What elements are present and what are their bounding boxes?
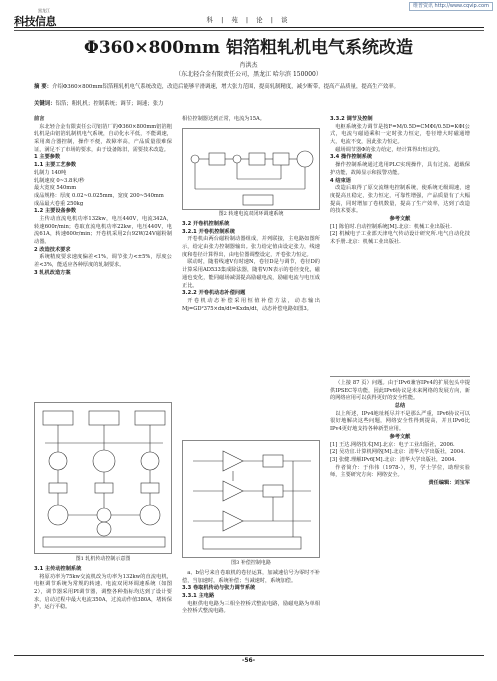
param-item: 成品最大卷重 250kg — [34, 200, 84, 207]
col2-top-text: 相位控制器达到正常，电流为15A。 — [182, 116, 265, 122]
figure-3-caption: 图3 补偿控制电路 — [231, 560, 271, 566]
keywords-text: 铝箔；粗轧机；控制系统；调节；调速；张力 — [55, 101, 164, 107]
abstract — [34, 83, 464, 91]
column-1 — [34, 116, 172, 277]
header-rule-thick — [14, 27, 484, 28]
col3-text-4: 改造后取得了原交流继电控制系统，使系统无级调速，速度提高且稳定，张力恒定，可靠性增强，产品质量有了大幅提高，同时增加了卷机数量，提高了生产效率，达到了改造的技术要求。 — [330, 185, 470, 215]
reference-item: [2] 机械电子工业部天津电气传动设计研究所.电气自动化技术手册.北京：机械工业出版社. — [330, 231, 470, 245]
summary-text: 以上所述，IPv4地址耗尽并不是那么严重，IPv6协议可以很好地解决这些问题，网络安全性得到提高，并且IPv6比IPv4更好地支持各种新型应用。 — [330, 410, 470, 433]
figure-3-diagram — [183, 441, 321, 559]
col2-text-2: 联动时，随着线速V有时速N，卷径D是与调节，卷径D的计算采用AD533集成除法器，随着V/N表示的卷径变化，磁通也变化，能同磁场减弱提高励磁电流，励磁电流与电压成正比。 — [182, 259, 320, 289]
reference-item: [1] 陈伯时.自动控制系统[M].北京：机械工业出版社. — [330, 223, 452, 230]
heading-4: 4 结束语 — [330, 177, 351, 184]
col2-text-1: 开卷机由两台磁粉制动器组成，并列联接，主电路如图所示，给定由张力控制器输出。张力给定值由设定张力，线速度和卷径计算得出，由电位器调整设定，开卷张力恒定。 — [182, 236, 320, 258]
logo-big-text: 科技信息 — [14, 14, 56, 28]
paper-title: Φ360×800mm 铝箔粗轧机电气系统改造 — [84, 38, 413, 58]
author-note: 作者简介：于伟伟（1978-），男，学士学位，助理实验师，主要研究方向：网络安全。 — [330, 464, 470, 479]
continued-text: （上接 87 页）问题。由于IPv6兼容IPv4的扩展包头中提供IPSEC等功能，因此IPv6协议是未来网络的发展方向，新的网络应用可以获得更好的安全性能。 — [330, 380, 470, 402]
col2-text-5: 电枢供电电路为三相全控桥式整流电路，励磁电路为单相全控桥式整流电路。 — [182, 600, 320, 615]
intro-text: 东北轻合金有限责任公司铝箔厂的Φ360×800mm铝箔粗轧机是由铝箔轧制机电气系统，自动化水平低，不能调速，采用离合器控制，操作不便，故障率高，产品质量很难保证，满足不了市场的要求，由于设备陈旧，需要技术改造。 — [34, 123, 172, 153]
reference-item: [2] 吴功宜.计算机网络[M].北京：清华大学出版社，2004. — [330, 449, 466, 456]
param-item: 成品规格：厚度 0.02~0.025mm，宽度 200~540mm — [34, 192, 164, 199]
abstract-label: 摘 要： — [34, 84, 53, 90]
keywords-label: 关键词： — [34, 101, 56, 107]
watermark: 维普资讯 http://www.cqvip.com — [409, 2, 493, 11]
intro-heading: 前言 — [34, 116, 45, 122]
section-tag: 科 | 苑 | 论 | 谈 — [206, 16, 291, 24]
abstract-text: 介绍Φ360×800mm铝箔粗轧机电气系统改造，改造后能够平滑调速，增大张力范围，提高轧制精度，减少断带，提高产品质量，提高生产效率。 — [52, 84, 400, 90]
column-3 — [330, 116, 470, 247]
figure-1-caption: 图1 轧机传动控制示意图 — [75, 556, 131, 562]
param-item: 最大宽度 540mm — [34, 185, 77, 192]
figure-2-caption: 图2 转速电流双闭环调速系统 — [218, 211, 284, 217]
heading-2: 2 改造技术要求 — [34, 246, 71, 253]
figure-1 — [34, 402, 172, 554]
column-2-top — [182, 116, 320, 124]
header-rule-thin — [14, 30, 484, 31]
figure-2-diagram — [183, 129, 321, 211]
main-drive-text: 将原功率为75kw交流机改为功率为132kw的直流电机，电枢调节系统为常规的转速、电流双闭环调速系统（如图2），调节器采用PI调节器，调整各种指标均达到了设计要求，启动过程中最大电流350A，过流动作值380A，堵转保护，运行平稳。 — [34, 573, 172, 611]
heading-3-2-2: 3.2.2 开卷机动态补偿问题 — [182, 290, 246, 297]
col3-text-2: 磁场调节器Φ的张力给定，经计算得出恒定的。 — [335, 146, 444, 153]
keywords — [34, 101, 464, 109]
heading-1: 1 主要参数 — [34, 154, 61, 161]
heading-3: 3 轧机改造方案 — [34, 269, 71, 276]
col2-text-4: a、b信号来自卷取机的卷径运算，加减速信号为零时不补偿，当加速时，系统补偿；当减速时，系统加偿。 — [182, 570, 320, 584]
heading-3-1: 3.1 主传动控制系统 — [34, 566, 82, 572]
summary-heading: 总结 — [394, 403, 406, 410]
column-2 — [182, 221, 320, 313]
figure-2 — [182, 128, 320, 210]
heading-3-2: 3.2 开卷机控制系统 — [182, 221, 230, 227]
col3-text-3: 操作控制系统通过选用PLC实现操作，具有过流、超载保护功能，故障显示和报警功能。 — [330, 162, 470, 176]
references-2-heading: 参考文献 — [389, 433, 411, 440]
col3-text-1: 电枢系统张力调节是按F=M/0.5D=CMΦI/0.5D=KΦI公式，电流与磁通乘积一定时张力恒定，卷径增大时磁通增大，电流不变，因此张力恒定。 — [330, 123, 470, 146]
figure-3 — [182, 440, 320, 558]
figure-1-diagram — [35, 403, 173, 555]
page-number: -56- — [241, 657, 256, 664]
heading-3-3: 3.3 卷取机传动与张力调节系统 — [182, 585, 256, 592]
param-item: 轧制力 140吨 — [34, 169, 67, 176]
heading-1-1: 1.1 主要工艺参数 — [34, 162, 77, 169]
heading-3-4: 3.4 操作控制系统 — [330, 154, 373, 161]
footer-rule — [14, 655, 484, 656]
equipment-text: 主传动直流电机功率132kw，电压440V，电流342A，转速600r/min；卷取直流电机功率22kw，电压440V，电流61A，转速600r/min；开卷机采用2台92W/24V磁粉制动器。 — [34, 215, 172, 245]
editor-note: 责任编辑：刘宝军 — [428, 479, 470, 486]
param-item: 轧制速度 0~3.8米/秒 — [34, 177, 85, 184]
reference-item: [3] 张健.理解IPv6[M].北京：清华大学出版社，2004. — [330, 456, 457, 463]
divider-rule — [330, 376, 470, 377]
author: 肖洪杰 — [239, 62, 258, 69]
column-3-continued — [330, 380, 470, 488]
heading-1-2: 1.2 主要设备参数 — [34, 208, 77, 215]
requirements-text: 系统精度要求速度偏差<1%，调节张力<±5%，厚度公差<3%，能适应各种厚度的轧制要求。 — [34, 254, 172, 269]
affiliation: （东北轻合金有限责任公司，黑龙江 哈尔滨 150000） — [175, 71, 322, 78]
logo-small-text: 黑龙江 — [38, 8, 50, 13]
references-heading: 参考文献 — [389, 215, 411, 222]
col2-text-3: 开卷机动态补偿采用恒值补偿方法，动态输出Mj=GD²375×dn/dt=Kxdn/dt，动态补偿电路如图3。 — [182, 297, 320, 312]
column-1-bottom — [34, 566, 172, 612]
heading-3-3-1: 3.3.1 主电路 — [182, 593, 215, 600]
column-2-bottom — [182, 570, 320, 616]
heading-3-2-1: 3.2.1 开卷机控制系统 — [182, 228, 235, 235]
heading-3-3-2: 3.3.2 调节及控制 — [330, 116, 373, 122]
reference-item: [1] 王达.网络技术[M].北京：电子工业出版社，2006. — [330, 441, 455, 448]
